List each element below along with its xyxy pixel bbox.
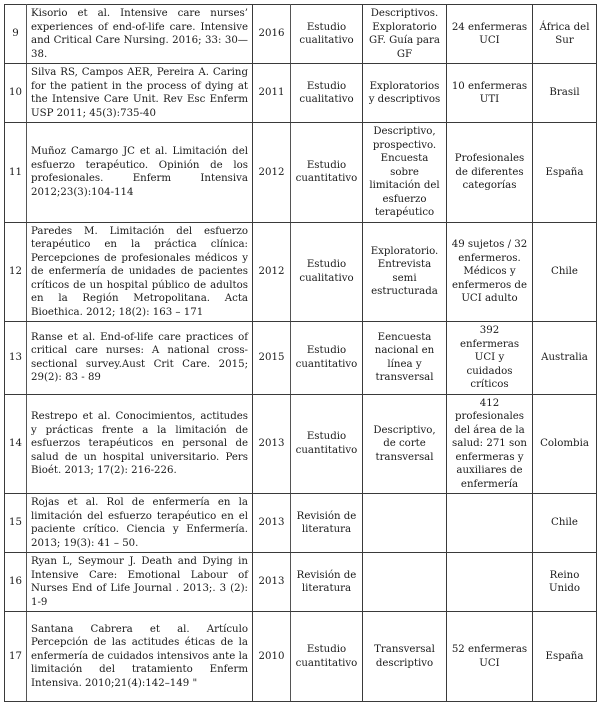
row-number: 15 (5, 494, 27, 553)
sample-cell: 392 enfermeras UCI y cuidados críticos (447, 322, 533, 395)
reference-cell: Santana Cabrera et al. Artículo Percepción de las actitudes éticas de la enfermería de cuidados intensivos ante la limitación del tratamiento Enferm Intensiva. 2010;21(4):142–149 " (27, 612, 253, 702)
table-body (5, 5, 597, 702)
table-row (5, 553, 597, 612)
design-cell: Descriptivo, de corte transversal (363, 394, 447, 494)
country-cell: España (533, 123, 597, 223)
design-cell (363, 494, 447, 553)
year-cell: 2016 (253, 5, 291, 64)
country-cell: Colombia (533, 394, 597, 494)
study-type-cell: Revisión de literatura (291, 553, 363, 612)
sample-cell: 412 profesionales del área de la salud: 271 son enfermeras y auxiliares de enfermería (447, 394, 533, 494)
table-row (5, 123, 597, 223)
sample-cell: 49 sujetos / 32 enfermeros. Médicos y enfermeros de UCI adulto (447, 222, 533, 322)
row-number: 16 (5, 553, 27, 612)
year-cell: 2012 (253, 123, 291, 223)
row-number: 14 (5, 394, 27, 494)
reference-cell: Ranse et al. End-of-life care practices of critical care nurses: A national cross-sectional survey.Aust Crit Care. 2015; 29(2): 83 - 89 (27, 322, 253, 395)
study-type-cell: Estudio cuantitativo (291, 612, 363, 702)
year-cell: 2013 (253, 394, 291, 494)
year-cell: 2010 (253, 612, 291, 702)
year-cell: 2012 (253, 222, 291, 322)
country-cell: Chile (533, 222, 597, 322)
design-cell: Transversal descriptivo (363, 612, 447, 702)
year-cell: 2013 (253, 494, 291, 553)
study-type-cell: Estudio cualitativo (291, 222, 363, 322)
sample-cell: 10 enfermeras UTI (447, 64, 533, 123)
sample-cell (447, 494, 533, 553)
row-number: 13 (5, 322, 27, 395)
design-cell: Exploratorios y descriptivos (363, 64, 447, 123)
country-cell: Chile (533, 494, 597, 553)
table-row (5, 612, 597, 702)
year-cell: 2011 (253, 64, 291, 123)
study-type-cell: Revisión de literatura (291, 494, 363, 553)
reference-cell: Restrepo et al. Conocimientos, actitudes y prácticas frente a la limitación de esfuerzos terapéuticos en personal de salud de un hospital universitario. Pers Bioét. 2013; 17(2): 216-226. (27, 394, 253, 494)
design-cell: Descriptivo, prospectivo. Encuesta sobre limitación del esfuerzo terapéutico (363, 123, 447, 223)
table-row (5, 64, 597, 123)
reference-cell: Paredes M. Limitación del esfuerzo terapéutico en la práctica clínica: Percepciones de profesionales médicos y de enfermería de unidades de pacientes críticos de un hospital público de adultos en la Región Metropolitana. Acta Bioethica. 2012; 18(2): 163 – 171 (27, 222, 253, 322)
table-row (5, 394, 597, 494)
sample-cell: 24 enfermeras UCI (447, 5, 533, 64)
sample-cell: Profesionales de diferentes categorías (447, 123, 533, 223)
reference-cell: Ryan L, Seymour J. Death and Dying in Intensive Care: Emotional Labour of Nurses End of Life Journal . 2013;. 3 (2): 1-9 (27, 553, 253, 612)
study-type-cell: Estudio cualitativo (291, 64, 363, 123)
sample-cell (447, 553, 533, 612)
reference-cell: Muñoz Camargo JC et al. Limitación del esfuerzo terapéutico. Opinión de los profesionales. Enferm Intensiva 2012;23(3):104-114 (27, 123, 253, 223)
reference-cell: Rojas et al. Rol de enfermería en la limitación del esfuerzo terapéutico en el paciente crítico. Ciencia y Enfermería. 2013; 19(3): 41 – 50. (27, 494, 253, 553)
table-row (5, 322, 597, 395)
country-cell: Australia (533, 322, 597, 395)
reference-cell: Silva RS, Campos AER, Pereira A. Caring for the patient in the process of dying at the Intensive Care Unit. Rev Esc Enferm USP 2011; 45(3):735-40 (27, 64, 253, 123)
study-type-cell: Estudio cuantitativo (291, 322, 363, 395)
studies-table (4, 4, 597, 702)
row-number: 9 (5, 5, 27, 64)
year-cell: 2013 (253, 553, 291, 612)
table-row (5, 494, 597, 553)
country-cell: España (533, 612, 597, 702)
country-cell: Brasil (533, 64, 597, 123)
country-cell: Reino Unido (533, 553, 597, 612)
study-type-cell: Estudio cualitativo (291, 5, 363, 64)
study-type-cell: Estudio cuantitativo (291, 123, 363, 223)
country-cell: África del Sur (533, 5, 597, 64)
design-cell: Exploratorio. Entrevista semi estructurada (363, 222, 447, 322)
design-cell: Descriptivos. Exploratorio GF. Guía para GF (363, 5, 447, 64)
sample-cell: 52 enfermeras UCI (447, 612, 533, 702)
table-row (5, 5, 597, 64)
design-cell (363, 553, 447, 612)
year-cell: 2015 (253, 322, 291, 395)
reference-cell: Kisorio et al. Intensive care nurses’ experiences of end-of-life care. Intensive and Critical Care Nursing. 2016; 33: 30—38. (27, 5, 253, 64)
study-type-cell: Estudio cuantitativo (291, 394, 363, 494)
row-number: 17 (5, 612, 27, 702)
row-number: 11 (5, 123, 27, 223)
row-number: 12 (5, 222, 27, 322)
row-number: 10 (5, 64, 27, 123)
design-cell: Eencuesta nacional en línea y transversal (363, 322, 447, 395)
table-row (5, 222, 597, 322)
